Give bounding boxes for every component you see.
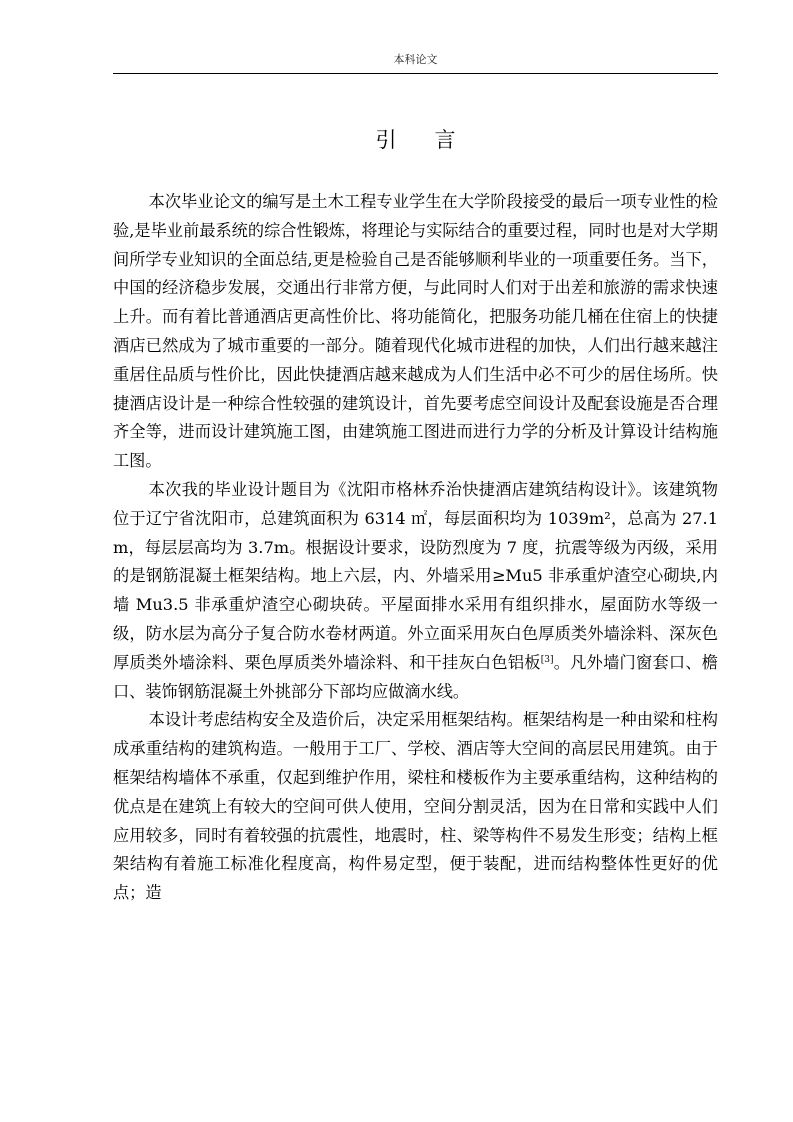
paragraph-3 xyxy=(113,706,718,908)
header-divider xyxy=(113,73,718,74)
paragraph-1 xyxy=(113,188,718,476)
body-text xyxy=(113,188,718,908)
paragraph-3-text: 本设计考虑结构安全及造价后，决定采用框架结构。框架结构是一种由梁和柱构成承重结构的建筑构造。一般用于工厂、学校、酒店等大空间的高层民用建筑。由于框架结构墙体不承重，仅起到维护作用，梁柱和楼板作为主要承重结构，这种结构的优点是在建筑上有较大的空间可供人使用，空间分割灵活，因为在日常和实践中人们应用较多，同时有着较强的抗震性，地震时，柱、梁等构件不易发生形变；结构上框架结构有着施工标准化程度高，构件易定型，便于装配，进而结构整体性更好的优点；造 xyxy=(113,710,718,903)
section-title: 引言 xyxy=(375,128,494,152)
paragraph-2 xyxy=(113,476,718,706)
paragraph-1-text: 本次毕业论文的编写是土木工程专业学生在大学阶段接受的最后一项专业性的检验,是毕业前最系统的综合性锻炼，将理论与实际结合的重要过程，同时也是对大学期间所学专业知识的全面总结,更是检验自己是否能够顺利毕业的一项重要任务。当下，中国的经济稳步发展，交通出行非常方便，与此同时人们对于出差和旅游的需求快速上升。而有着比普通酒店更高性价比、将功能简化，把服务功能几桶在住宿上的快捷酒店已然成为了城市重要的一部分。随着现代化城市进程的加快，人们出行越来越注重居住品质与性价比，因此快捷酒店越来越成为人们生活中必不可少的居住场所。快捷酒店设计是一种综合性较强的建筑设计，首先要考虑空间设计及配套设施是否合理齐全等，进而设计建筑施工图，由建筑施工图进而进行力学的分析及计算设计结构施工图。 xyxy=(113,192,718,471)
paragraph-2-text-before: 本次我的毕业设计题目为《沈阳市格林乔治快捷酒店建筑结构设计》。该建筑物位于辽宁省沈阳市，总建筑面积为 6314 ㎡，每层面积均为 1039m²，总高为 27.1m，每层层高均为 3.7m。根据设计要求，设防烈度为 7 度，抗震等级为丙级，采用的是钢筋混凝土框架结构。地上六层，内、外墙采用≥Mu5 非承重炉渣空心砌块,内墙 Mu3.5 非承重炉渣空心砌块砖。平屋面排水采用有组织排水，屋面防水等级一级，防水层为高分子复合防水卷材两道。外立面采用灰白色厚质类外墙涂料、深灰色厚质类外墙涂料、栗色厚质类外墙涂料、和干挂灰白色铝板 xyxy=(113,479,718,672)
paragraph-2-text-after: 。凡外墙门窗套口、檐口、装饰钢筋混凝土外挑部分下部均应做滴水线。 xyxy=(113,652,718,701)
citation-ref: [3] xyxy=(540,654,554,665)
page-header: 本科论文 xyxy=(393,53,438,66)
